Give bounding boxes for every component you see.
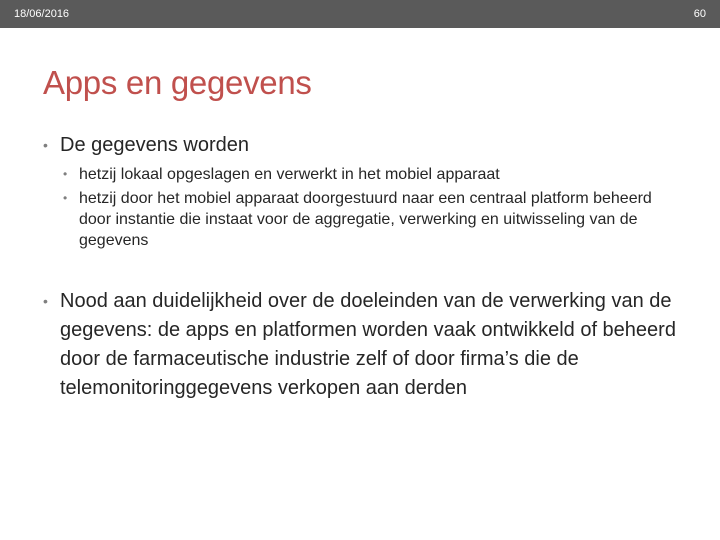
sub-bullet-text: hetzij door het mobiel apparaat doorgestuurd naar een centraal platform beheerd door instantie die instaat voor de aggregatie, verwerking en uitwisseling van de gegevens [79,190,652,249]
header-bar [0,0,720,28]
bullet-item [43,287,683,403]
slide-date: 18/06/2016 [14,8,70,20]
sub-bullet-item [43,164,683,185]
bullet-text: Nood aan duidelijkheid over de doeleinden van de verwerking van de gegevens: de apps en platformen worden vaak ontwikkeld of beheerd door de farmaceutische industrie zelf of door firma’s die de telemonitoringgegevens verkopen aan derden [60,290,676,399]
bullet-item [43,132,683,158]
sub-bullet-text: hetzij lokaal opgeslagen en verwerkt in het mobiel apparaat [79,166,500,183]
slide-body [43,132,683,403]
bullet-dot-icon: • [63,191,68,205]
bullet-dot-icon: • [63,167,68,181]
page-number: 60 [693,8,706,20]
bullet-text: De gegevens worden [60,134,250,156]
sub-bullet-item [43,188,683,251]
bullet-dot-icon: • [43,137,48,153]
slide-title: Apps en gegevens [43,64,312,101]
bullet-dot-icon: • [43,293,48,309]
